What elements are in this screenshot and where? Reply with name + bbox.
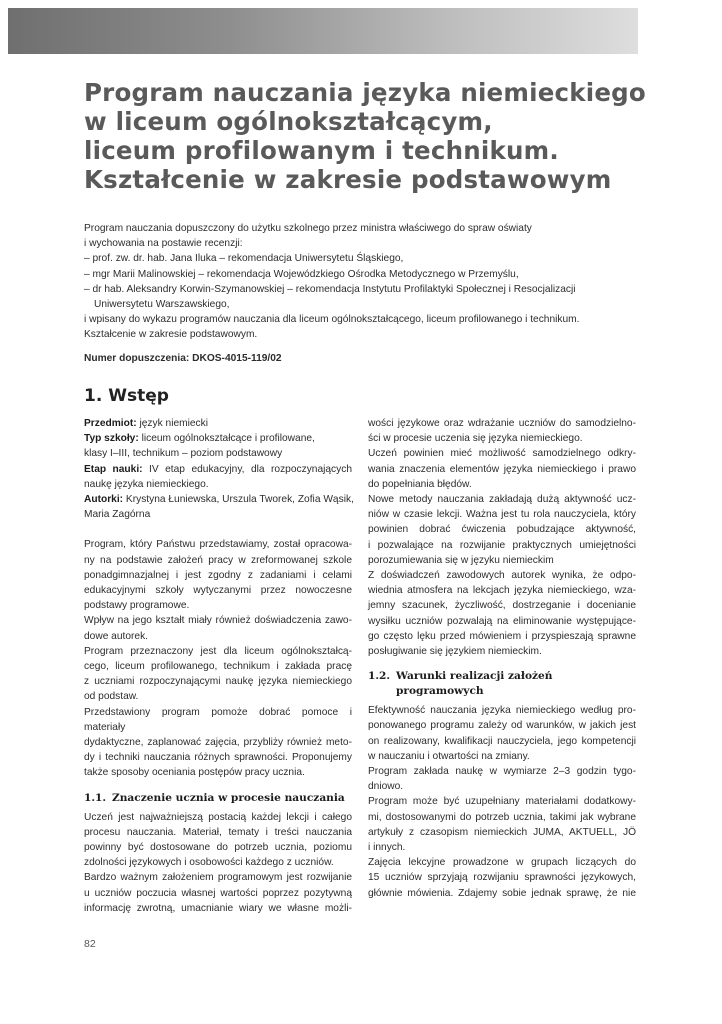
- subsection-number: 1.2.: [368, 670, 391, 683]
- title-line: Kształcenie w zakresie podstawowym: [84, 165, 612, 194]
- meta-value: liceum ogólnokształcące i profilowane,: [141, 433, 315, 445]
- text-line: cego, liceum profilowanego, technikum i zakłada pracę: [84, 661, 352, 673]
- text-line: dowe autorek.: [84, 630, 148, 642]
- meta-value: Maria Zagórna: [84, 509, 151, 521]
- text-line: zdolności językowych i osobowości każdego z uczniów.: [84, 857, 334, 869]
- title-line: Program nauczania języka niemieckiego: [84, 78, 646, 107]
- paragraph: [368, 416, 636, 446]
- meta-label: Typ szkoły:: [84, 433, 139, 445]
- section-heading: [84, 386, 169, 406]
- text-line: ponowanego programu zależy od warunków, w jakich jest: [368, 720, 636, 732]
- text-line: dy i techniki nauczania różnych sprawności. Proponujemy: [84, 752, 352, 764]
- text-line: u uczniów poczucia własnej wartości poprzez pozytywną: [84, 887, 352, 899]
- text-line: Bardzo ważnym założeniem programowym jest rozwijanie: [84, 872, 352, 884]
- subsection-title: Warunki realizacji założeń: [396, 670, 553, 683]
- meta-value: Krystyna Łuniewska, Urszula Tworek, Zofia Wąsik,: [125, 494, 354, 506]
- intro-line: – mgr Marii Malinowskiej – rekomendacja Wojewódzkiego Ośrodka Metodycznego w Przemyślu,: [84, 268, 519, 280]
- section-number: 1.: [84, 386, 103, 406]
- text-line: Wpływ na jego kształt miały również doświadczenia zawo-: [84, 615, 352, 627]
- text-line: ponadgimnazjalnej i jest zgodny z zadaniami i celami: [84, 569, 352, 581]
- header-gradient-bar: [8, 8, 638, 54]
- text-line: do popełniania błędów.: [368, 478, 472, 490]
- paragraph: [368, 568, 636, 659]
- text-line: Program zakłada naukę w wymiarze 2–3 godzin tygo-: [368, 766, 636, 778]
- text-line: porozumiewania się w języku niemieckim: [368, 554, 554, 566]
- intro-line: – dr hab. Aleksandry Korwin-Szymanowskiej – rekomendacja Instytutu Profilaktyki Społecznej i Resocjalizacji: [84, 283, 576, 295]
- text-line: Program przeznaczony jest dla liceum ogólnokształcą-: [84, 645, 352, 657]
- text-line: powinny być dostosowane do potrzeb ucznia, poziomu: [84, 842, 352, 854]
- page-title: [84, 78, 684, 194]
- text-line: niów w czasie lekcji. Ważna jest tu rola nauczyciela, który: [368, 509, 636, 521]
- text-line: Nowe metody nauczania zakładają dużą aktywność ucz-: [368, 494, 636, 506]
- text-line: Zajęcia lekcyjne prowadzone w grupach liczących do: [368, 857, 636, 869]
- text-line: wania znaczenia elementów języka niemieckiego i prawo: [368, 463, 636, 475]
- text-line: go często lęku przed mówieniem i przyspieszają sprawne: [368, 630, 636, 642]
- text-line: Uczeń powinien mieć możliwość samodzielnego odkry-: [368, 448, 636, 460]
- approval-intro: [84, 221, 644, 366]
- subsection-number: 1.1.: [84, 791, 107, 804]
- paragraph: [368, 794, 636, 855]
- intro-line: i wpisany do wykazu programów nauczania dla liceum ogólnokształcącego, liceum profilowanego i technikum.: [84, 314, 580, 326]
- text-line: Efektywność nauczania języka niemieckiego według pro-: [368, 705, 636, 717]
- paragraph: [368, 855, 636, 901]
- text-line: posługiwanie się językiem niemieckim.: [368, 646, 542, 658]
- subsection-heading: [368, 669, 636, 699]
- meta-label: Etap nauki:: [84, 463, 143, 475]
- meta-value: klasy I–III, technikum – poziom podstawowy: [84, 448, 283, 460]
- subsection-title-cont: programowych: [396, 685, 484, 698]
- text-line: jemny szacunek, życzliwość, dostrzeganie i docenianie: [368, 600, 636, 612]
- intro-line: Kształcenie w zakresie podstawowym.: [84, 329, 258, 341]
- text-line: ny na podstawie założeń pracy w zreformowanej szkole: [84, 554, 352, 566]
- text-line: w nauczaniu i otwartości na zmiany.: [368, 750, 530, 762]
- paragraph: [84, 644, 352, 705]
- text-line: i innych.: [368, 842, 406, 854]
- text-line: podstawy programowe.: [84, 600, 190, 612]
- text-line: i pozwalające na rozwijanie praktycznych umiejętności: [368, 539, 636, 551]
- text-line: wości językowe oraz wdrażanie uczniów do samodzielno-: [368, 418, 636, 429]
- section-title: Wstęp: [108, 386, 169, 406]
- paragraph: [368, 703, 636, 764]
- meta-value: IV etap edukacyjny, dla rozpoczynających: [149, 463, 352, 475]
- paragraph: [84, 870, 352, 916]
- text-line: także sposoby oceniania postępów pracy ucznia.: [84, 767, 305, 779]
- meta-stage: [84, 462, 352, 477]
- text-line: on realizowany, kwalifikacji nauczyciela, jego kompetencji: [368, 735, 636, 747]
- text-line: Przedstawiony program pomoże dobrać pomoce i materiały: [84, 706, 352, 733]
- page-number: 82: [84, 938, 96, 950]
- paragraph: [84, 705, 352, 781]
- meta-value: język niemiecki: [139, 418, 208, 429]
- meta-subject: [84, 416, 352, 431]
- text-line: powinien dobrać ćwiczenia pobudzające aktywność,: [368, 524, 636, 536]
- text-line: procesu nauczania. Materiał, tematy i treści nauczania: [84, 826, 352, 838]
- text-line: dydaktyczne, zaplanować zajęcia, przybliży również meto-: [84, 737, 352, 749]
- intro-line: i wychowania na postawie recenzji:: [84, 238, 243, 250]
- meta-label: Autorki:: [84, 494, 124, 506]
- text-line: Uczeń jest najważniejszą postacią każdej lekcji i całego: [84, 811, 352, 823]
- title-line: liceum profilowanym i technikum.: [84, 136, 559, 165]
- paragraph: [84, 613, 352, 643]
- text-line: z uczniami rozpoczynającymi naukę języka niemieckiego: [84, 676, 352, 688]
- right-column: [368, 416, 636, 901]
- left-column: [84, 416, 352, 916]
- text-line: głównie mówienia. Zdajemy sobie jednak sprawę, że nie: [368, 887, 636, 899]
- intro-line: Uniwersytetu Warszawskiego,: [94, 299, 230, 311]
- subsection-title: Znaczenie ucznia w procesie nauczania: [112, 791, 345, 804]
- paragraph: [368, 446, 636, 492]
- text-line: 15 uczniów sprzyjają rozwijaniu sprawności językowych,: [368, 872, 636, 884]
- text-line: artykuły z czasopism niemieckich JUMA, AKTUELL, JÖ: [368, 826, 636, 838]
- text-line: wiednia atmosfera na lekcjach języka niemieckiego, wza-: [368, 585, 636, 597]
- text-line: ści w procesie uczenia się języka niemieckiego.: [368, 433, 583, 445]
- intro-line: – prof. zw. dr. hab. Jana Iluka – rekomendacja Uniwersytetu Śląskiego,: [84, 253, 404, 265]
- title-line: w liceum ogólnokształcącym,: [84, 107, 493, 136]
- text-line: Program, który Państwu przedstawiamy, został opracowa-: [84, 539, 352, 551]
- paragraph: [84, 810, 352, 871]
- meta-authors: [84, 492, 352, 507]
- intro-line: Program nauczania dopuszczony do użytku szkolnego przez ministra właściwego do spraw oświaty: [84, 223, 532, 234]
- meta-school-type: [84, 431, 352, 446]
- text-line: mi, dostosowanymi do potrzeb ucznia, takimi jak wybrane: [368, 811, 636, 823]
- text-line: informację zwrotną, umacnianie wiary we własne możli-: [84, 902, 352, 914]
- subsection-heading: [84, 791, 352, 806]
- text-line: Program może być uzupełniany materiałami dodatkowy-: [368, 796, 636, 808]
- text-line: od podstaw.: [84, 691, 139, 703]
- meta-label: Przedmiot:: [84, 418, 137, 429]
- paragraph: [84, 537, 352, 613]
- paragraph: [368, 492, 636, 568]
- text-line: wysiłku uczniów pozwalają na eliminowanie występujące-: [368, 615, 636, 627]
- paragraph: [368, 764, 636, 794]
- text-line: Z doświadczeń zawodowych autorek wynika, że odpo-: [368, 570, 636, 582]
- text-line: edukacyjnymi szkoły wytyczanymi przez nowoczesne: [84, 585, 352, 597]
- meta-value: naukę języka niemieckiego.: [84, 478, 209, 490]
- text-line: dniowo.: [368, 781, 404, 793]
- approval-number: Numer dopuszczenia: DKOS-4015-119/02: [84, 352, 282, 364]
